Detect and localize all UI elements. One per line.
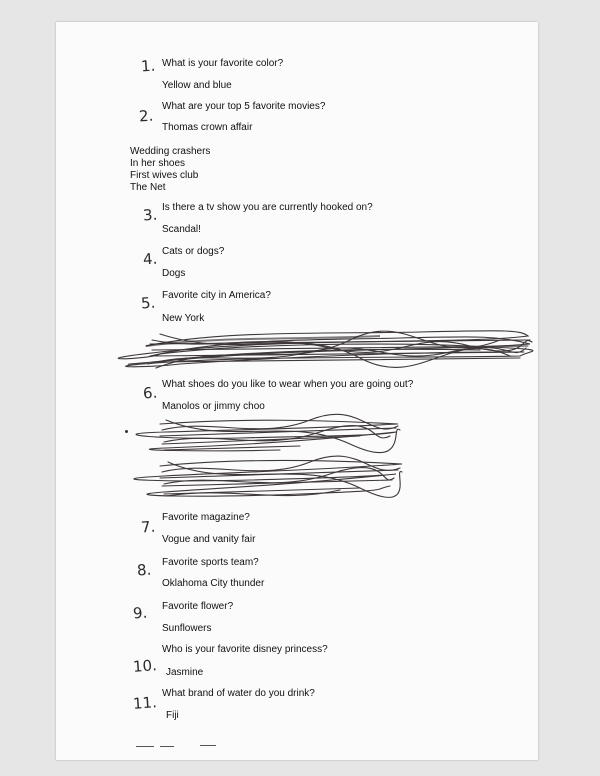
question-3: Is there a tv show you are currently hooked on? [162,202,373,213]
answer-9: Sunflowers [162,623,212,634]
answer-2-line: Wedding crashers [130,146,211,157]
question-number-4: 4. [142,249,158,269]
answer-2-line: In her shoes [130,158,186,169]
question-number-10: 10. [132,656,158,676]
answer-1: Yellow and blue [162,80,232,91]
question-number-7: 7. [140,517,156,537]
question-2: What are your top 5 favorite movies? [162,101,326,112]
question-9: Favorite flower? [162,601,234,612]
cut-off-text [200,745,216,746]
question-number-8: 8. [136,560,152,580]
question-number-5: 5. [140,293,156,313]
answer-7: Vogue and vanity fair [162,534,256,545]
answer-10: Jasmine [166,667,204,678]
question-10: Who is your favorite disney princess? [162,644,328,655]
question-number-2: 2. [138,106,154,126]
answer-2-line: The Net [130,182,166,193]
question-5: Favorite city in America? [162,290,271,301]
question-11: What brand of water do you drink? [162,688,315,699]
question-number-6: 6. [142,383,158,403]
question-4: Cats or dogs? [162,246,225,257]
answer-3: Scandal! [162,224,201,235]
answer-11: Fiji [166,710,179,721]
answer-2-line: First wives club [130,170,199,181]
answer-4: Dogs [162,268,186,279]
answer-6: Manolos or jimmy choo [162,401,265,412]
question-8: Favorite sports team? [162,557,259,568]
question-number-9: 9. [132,603,148,623]
answer-8: Oklahoma City thunder [162,578,265,589]
question-number-3: 3. [142,205,158,225]
pen-dot [125,430,128,433]
answer-5: New York [162,313,205,324]
question-number-11: 11. [132,693,158,713]
cut-off-text [160,746,174,747]
question-7: Favorite magazine? [162,512,250,523]
answer-2: Thomas crown affair [162,122,253,133]
cut-off-text [136,746,154,747]
question-6: What shoes do you like to wear when you are going out? [162,379,414,390]
question-1: What is your favorite color? [162,58,284,69]
question-number-1: 1. [140,56,156,76]
